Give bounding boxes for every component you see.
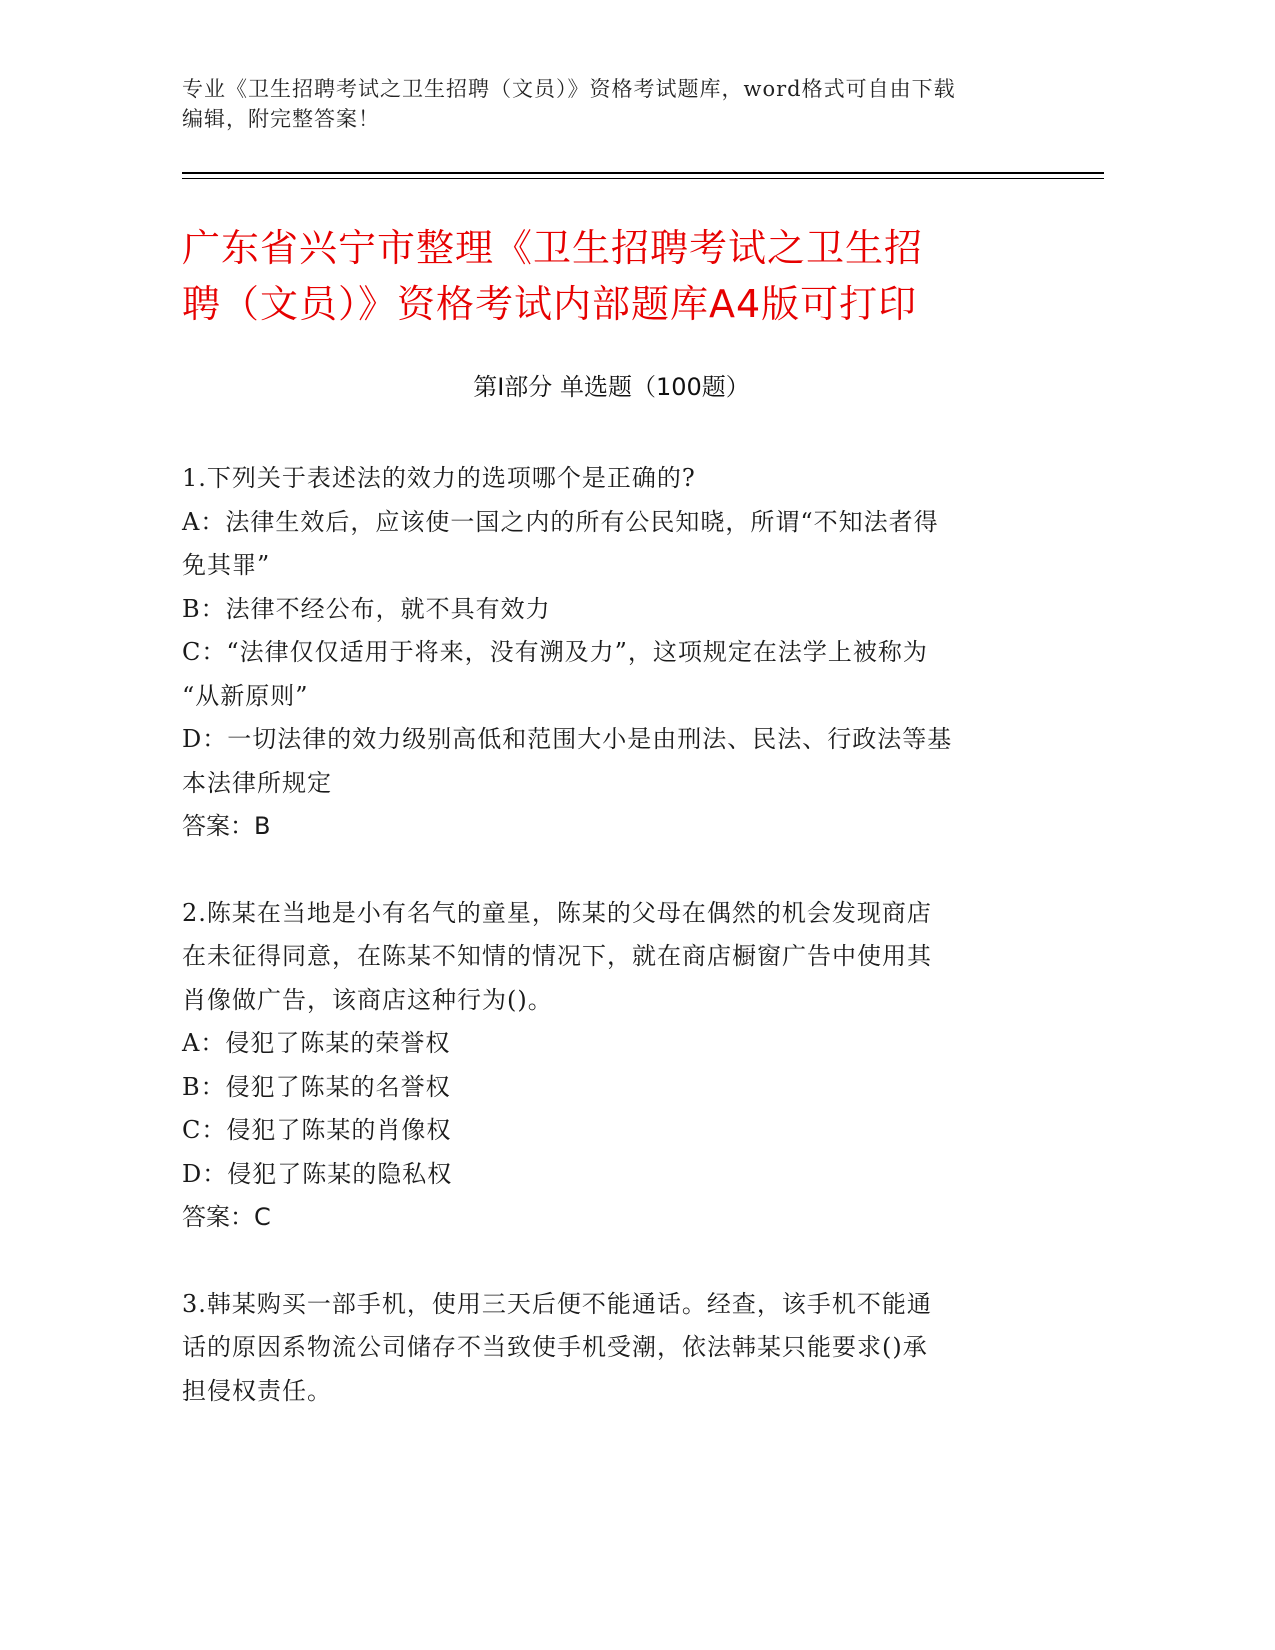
option-b: B：侵犯了陈某的名誉权 xyxy=(182,1072,451,1101)
question-stem-continued: 在未征得同意，在陈某不知情的情况下，就在商店橱窗广告中使用其 xyxy=(182,942,932,970)
document-title xyxy=(182,220,1062,332)
question-stem-continued: 肖像做广告，该商店这种行为()。 xyxy=(182,985,553,1014)
option-c-continued: “从新原则” xyxy=(182,681,309,710)
option-a: A：侵犯了陈某的荣誉权 xyxy=(182,1029,451,1057)
document-title-line-2: 聘（文员）》资格考试内部题库A4版可打印 xyxy=(182,282,918,326)
question-block-2 xyxy=(182,892,1042,1240)
header-note-line-2: 编辑，附完整答案！ xyxy=(182,107,380,131)
question-list xyxy=(182,457,1042,1456)
question-stem: 3.韩某购买一部手机，使用三天后便不能通话。经查，该手机不能通 xyxy=(182,1289,932,1318)
header-divider-thin xyxy=(182,178,1104,179)
option-a-continued: 免其罪” xyxy=(182,551,271,579)
question-block-1 xyxy=(182,457,1042,849)
question-stem: 1.下列关于表述法的效力的选项哪个是正确的? xyxy=(182,464,696,492)
option-d: D：侵犯了陈某的隐私权 xyxy=(182,1159,453,1188)
question-stem-continued: 话的原因系物流公司储存不当致使手机受潮，依法韩某只能要求()承 xyxy=(182,1333,928,1361)
question-stem-continued: 担侵权责任。 xyxy=(182,1376,332,1405)
answer-label: 答案：B xyxy=(182,812,271,840)
document-title-line-1: 广东省兴宁市整理《卫生招聘考试之卫生招 xyxy=(182,226,924,270)
header-note-line-1: 专业《卫生招聘考试之卫生招聘（文员）》资格考试题库，word格式可自由下载 xyxy=(182,77,956,101)
option-a: A：法律生效后，应该使一国之内的所有公民知晓，所谓“不知法者得 xyxy=(182,507,939,536)
section-heading: 第Ⅰ部分 单选题（100题） xyxy=(473,373,750,401)
question-stem: 2.陈某在当地是小有名气的童星，陈某的父母在偶然的机会发现商店 xyxy=(182,898,932,927)
header-note xyxy=(182,74,1042,134)
question-block-3 xyxy=(182,1283,1042,1414)
option-b: B：法律不经公布，就不具有效力 xyxy=(182,594,551,623)
option-d: D：一切法律的效力级别高低和范围大小是由刑法、民法、行政法等基 xyxy=(182,725,953,753)
answer-label: 答案：C xyxy=(182,1203,271,1231)
option-c: C：侵犯了陈某的肖像权 xyxy=(182,1116,452,1144)
header-divider-thick xyxy=(182,172,1104,174)
option-c: C：“法律仅仅适用于将来，没有溯及力”，这项规定在法学上被称为 xyxy=(182,638,928,666)
option-d-continued: 本法律所规定 xyxy=(182,768,332,797)
